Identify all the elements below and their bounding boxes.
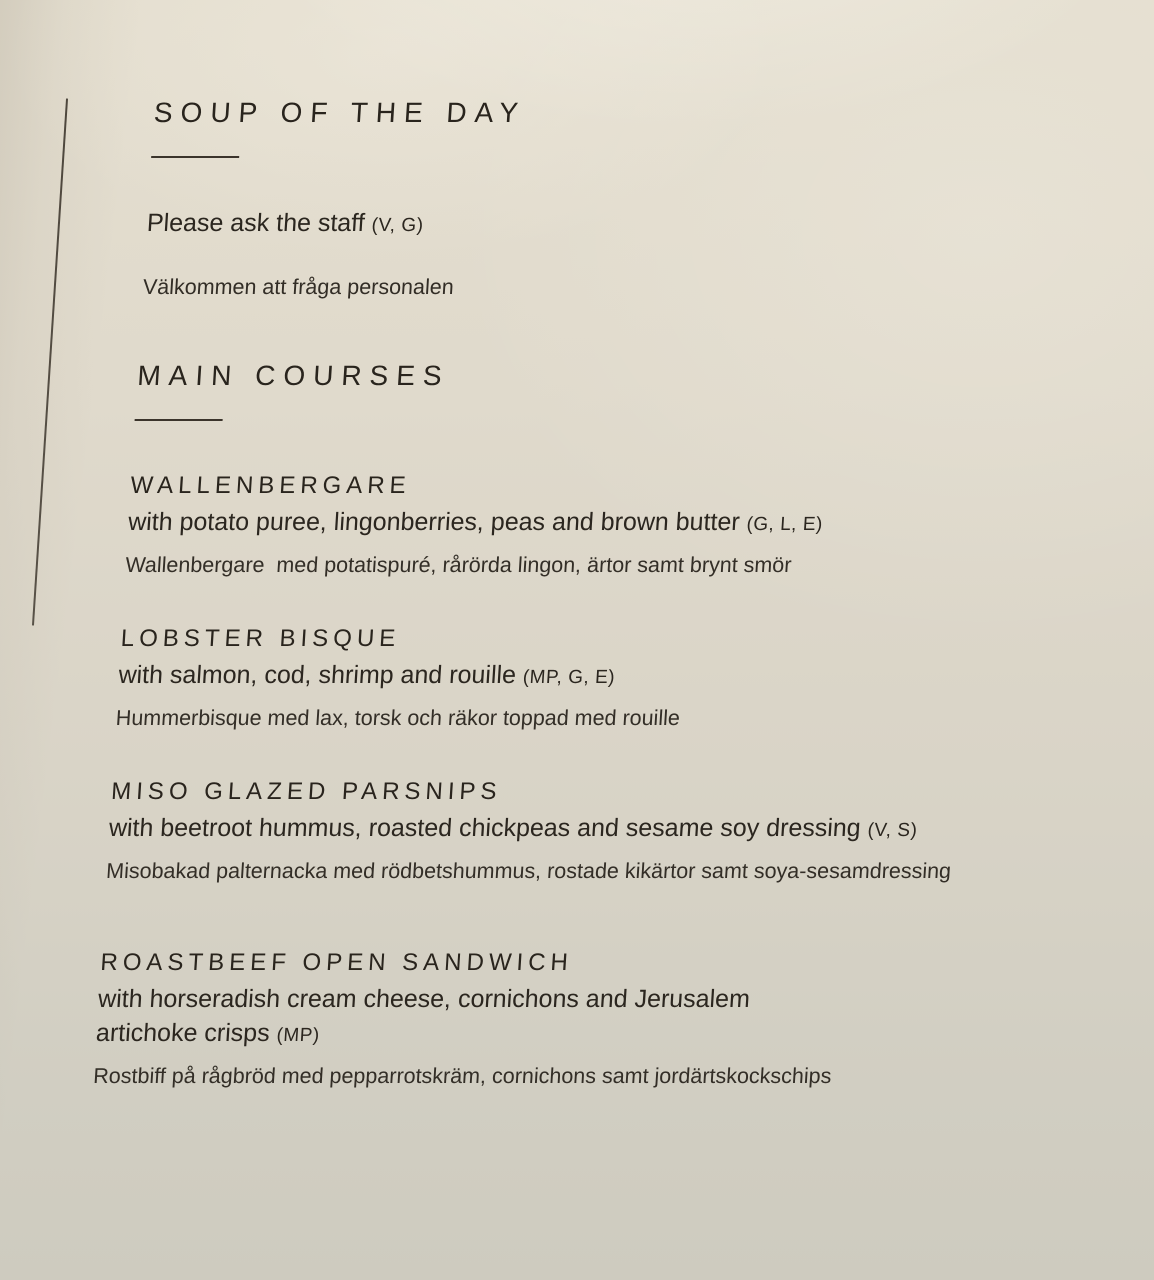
- page-edge-line: [32, 98, 68, 625]
- soup-note-en: [146, 208, 1113, 241]
- allergen-tag: (V, S): [866, 820, 919, 841]
- item-description-text: with beetroot hummus, roasted chickpeas and sesame soy dressing: [108, 814, 862, 842]
- item-description-en: [108, 811, 1075, 848]
- allergen-tag: (MP, G, E): [522, 667, 616, 688]
- section-divider: [151, 156, 239, 158]
- menu-item-miso-parsnips: [105, 777, 1077, 886]
- item-description-en-line1: with horseradish cream cheese, cornichons and Jerusalem: [97, 985, 751, 1013]
- item-description-text: with salmon, cod, shrimp and rouille: [117, 661, 517, 689]
- menu-item-roastbeef-sandwich: [92, 948, 1066, 1091]
- item-description-sv: Hummerbisque med lax, torsk och räkor toppad med rouille: [115, 706, 681, 730]
- item-description-text: artichoke crisps: [95, 1019, 271, 1047]
- item-name: ROASTBEEF OPEN SANDWICH: [99, 949, 574, 976]
- item-description-sv: Wallenbergare med potatispuré, rårörda lingon, ärtor samt brynt smör: [124, 553, 793, 577]
- section-title-soup: SOUP OF THE DAY: [152, 97, 527, 128]
- menu-item-lobster-bisque: [115, 624, 1087, 733]
- section-mains: [92, 359, 1103, 1091]
- section-soup: [142, 96, 1120, 301]
- item-name: LOBSTER BISQUE: [120, 625, 402, 652]
- allergen-tag: (V, G): [370, 215, 425, 236]
- section-title-mains: MAIN COURSES: [136, 360, 451, 391]
- allergen-tag: (G, L, E): [745, 514, 824, 535]
- item-description-en: [127, 505, 1094, 542]
- soup-note-sv: Välkommen att fråga personalen: [142, 275, 455, 299]
- item-description-en: [117, 658, 1084, 695]
- item-name: WALLENBERGARE: [129, 472, 412, 499]
- item-description-en-line2: [95, 1016, 1062, 1053]
- section-divider: [135, 419, 223, 421]
- item-description-text: with potato puree, lingonberries, peas and brown butter: [127, 508, 741, 536]
- menu-items: [92, 471, 1096, 1091]
- item-description-sv: Misobakad palternacka med rödbetshummus, rostade kikärtor samt soya-sesamdressing: [105, 859, 952, 883]
- menu-page: [92, 96, 1120, 1091]
- item-description-sv: Rostbiff på rågbröd med pepparrotskräm, cornichons samt jordärtskockschips: [92, 1064, 833, 1088]
- soup-note-text: Please ask the staff: [146, 209, 366, 237]
- menu-item-wallenbergare: [125, 471, 1097, 580]
- allergen-tag: (MP): [275, 1025, 321, 1046]
- item-name: MISO GLAZED PARSNIPS: [110, 778, 503, 805]
